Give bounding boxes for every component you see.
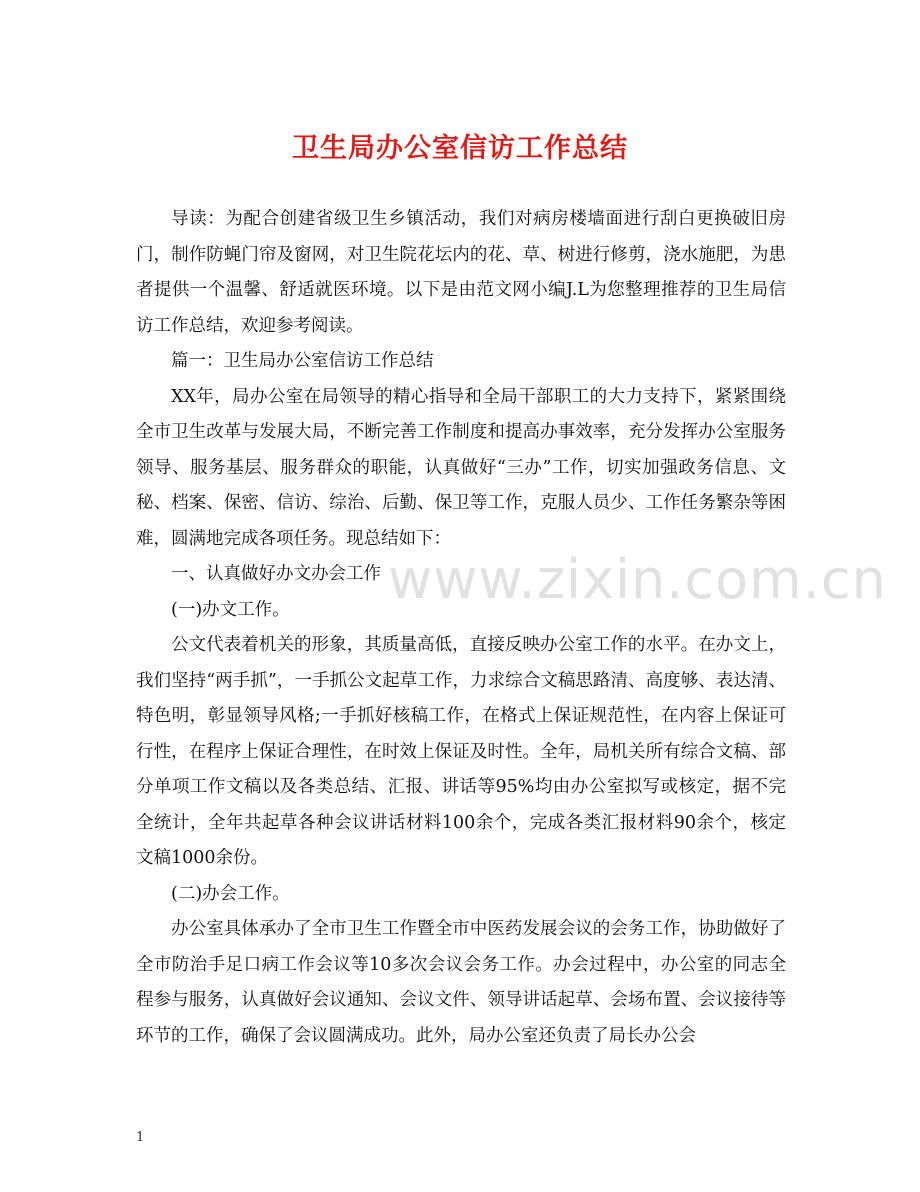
paragraph-meeting-work: 办公室具体承办了全市卫生工作暨全市中医药发展会议的会务工作，协助做好了全市防治手足口病工作会议等10多次会议会务工作。办会过程中，办公室的同志全程参与服务，认真做好会议通知、会议文件、领导讲话起草、会场布置、会议接待等环节的工作，确保了会议圆满成功。此外，局办公室还负责了局长办公会 [136,919,786,1046]
paragraph-document-work: 公文代表着机关的形象，其质量高低，直接反映办公室工作的水平。在办文上，我们坚持“两手抓”，一手抓公文起草工作，力求综合文稿思路清、高度够、表达清、特色明，彰显领导风格;一手抓好核稿工作，在格式上保证规范性，在内容上保证可行性，在程序上保证合理性，在时效上保证及时性。全年，局机关所有综合文稿、部分单项工作文稿以及各类总结、汇报、讲话等95%均由办公室拟写或核定，据不完全统计，全年共起草各种会议讲话材料100余个，完成各类汇报材料90余个，核定文稿1000余份。 [136,635,786,868]
watermark: www.zixin.com.cn [388,548,887,611]
paragraph-overview: XX年，局办公室在局领导的精心指导和全局干部职工的大力支持下，紧紧围绕全市卫生改革与发展大局，不断完善工作制度和提高办事效率，充分发挥办公室服务领导、服务基层、服务群众的职能，认真做好“三办”工作，切实加强政务信息、文秘、档案、保密、信访、综治、后勤、保卫等工作，克服人员少、工作任务繁杂等困难，圆满地完成各项任务。现总结如下： [136,386,786,549]
document-title: 卫生局办公室信访工作总结 [292,133,628,164]
paragraph-intro: 导读：为配合创建省级卫生乡镇活动，我们对病房楼墙面进行刮白更换破旧房门，制作防蝇门帘及窗网，对卫生院花坛内的花、草、树进行修剪，浇水施肥，为患者提供一个温馨、舒适就医环境。以下是由范文网小编J.L为您整理推荐的卫生局信访工作总结，欢迎参考阅读。 [136,209,786,336]
paragraph-subheading-1: (一)办文工作。 [171,599,290,620]
paragraph-heading-1: 一、认真做好办文办会工作 [171,564,381,584]
document-body [136,202,786,1054]
paragraph-section-heading: 篇一：卫生局办公室信访工作总结 [171,351,434,371]
paragraph-subheading-2: (二)办会工作。 [171,883,290,904]
page-number: 1 [136,1130,145,1145]
